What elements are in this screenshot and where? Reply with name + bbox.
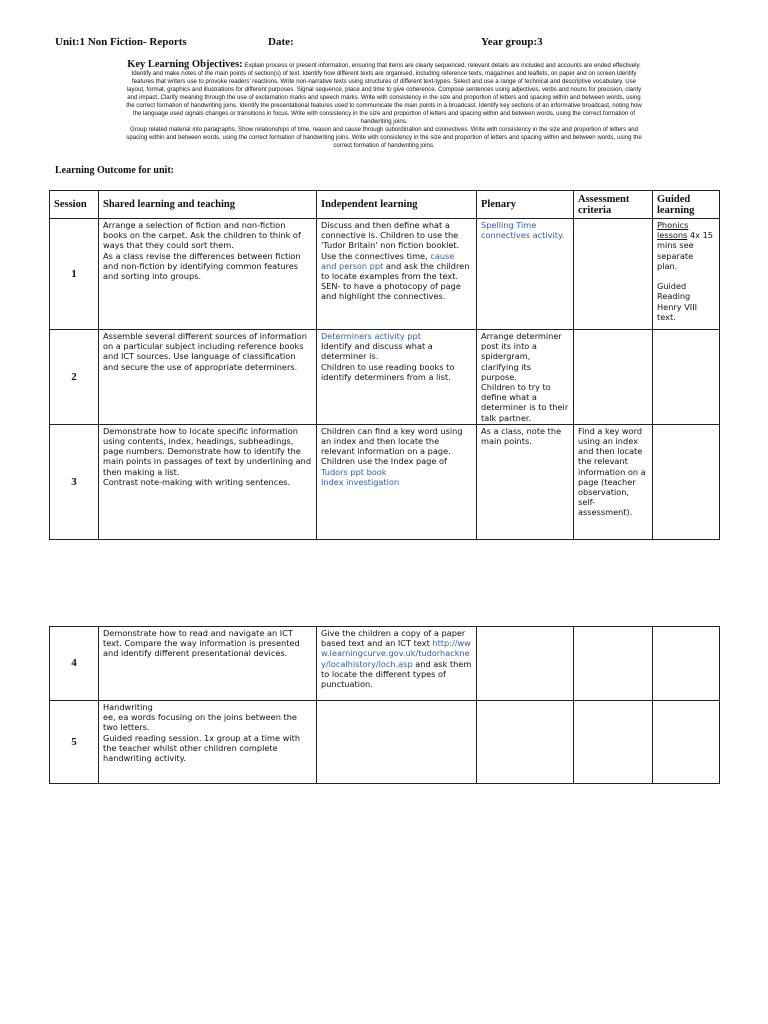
session-table-page-1 [49,190,720,540]
shared-cell: Demonstrate how to locate specific information using contents, index, headings, subheadings, page numbers. Demonstrate how to identify the main points in passages of text by underlining and then making a list. Contrast note-making with writing sentences. [99,424,317,539]
guided-cell [653,424,720,539]
session-table-page-2 [49,626,720,784]
assessment-cell [574,330,653,425]
guided-text: 4x 15 mins see separate plan. Guided Reading Henry VIII text. [657,230,713,322]
guided-cell [653,219,720,330]
shared-cell: Demonstrate how to read and navigate an ICT text. Compare the way information is presented and identify different presentational devices. [99,627,317,701]
session-number: 1 [50,219,99,330]
objectives-line: the language used signals changes or transitions in focus. Write with consistency in the size and proportion of letters and spacing within and between words, using the correct formation of [132,110,636,117]
session-number: 4 [50,627,99,701]
table-header-row [50,191,720,219]
session-number: 3 [50,424,99,539]
independent-cell [317,627,477,701]
objectives-line: layout, format, graphics and illustrations for different purposes. Signal sequence, place and time to give coherence. Compose sentences using adjectives, verbs and nouns for precision, clarity [126,86,642,93]
date-label: Date: [268,36,294,48]
session-number: 2 [50,330,99,425]
objectives-line: spacing within and between words, using the correct formation of handwriting joins. Write with consistency in the size and proportion of letters and spacing within and between words, using the [126,134,642,141]
independent-cell [317,219,477,330]
plenary-cell [477,627,574,701]
assessment-cell [574,627,653,701]
independent-text: Give the children a copy of a paper based text and an ICT text [321,628,466,649]
objectives-line: Group related material into paragraphs. Show relationships of time, reason and cause through subordination and connectives. Write with consistency in the size and proportion of letters and [130,126,638,133]
header-independent: Independent learning [317,191,477,219]
unit-title: Unit:1 Non Fiction- Reports [55,36,187,48]
objectives-line: features that writers use to provoke readers' reactions. Write non-narrative texts using structures of different text-types. Select and use a range of technical and descriptive vocabulary. Use [131,78,637,85]
session-number: 5 [50,701,99,784]
shared-cell: Handwriting ee, ea words focusing on the joins between the two letters. Guided reading session. 1x group at a time with the teacher whilst other children complete handwriting activity. [99,701,317,784]
independent-cell [317,701,477,784]
learning-outcome-label: Learning Outcome for unit: [55,165,174,176]
assessment-cell [574,219,653,330]
objectives-line: the correct formation of handwriting joins. Identify the presentational features used to communicate the main points in a broadcast. Identify key sections of an informative broadcast, noting how [126,102,642,109]
table-row [50,701,720,784]
objectives-line: correct formation of handwriting joins. [333,142,435,149]
cause-and-person-link[interactable]: cause and person ppt [321,250,455,271]
assessment-cell: Find a key word using an index and then locate the relevant information on a page (teacher observation, self-assessment). [574,424,653,539]
learningcurve-url-link[interactable]: http://www.learningcurve.gov.uk/tudorhackney/localhistory/loch.asp [321,638,471,669]
plenary-cell: Arrange determiner post its into a spidergram, clarifying its purpose. Children to try to define what a determiner is to their talk partner. [477,330,574,425]
plenary-cell [477,701,574,784]
objectives-line: Explain process or present information, ensuring that items are clearly sequenced, relevant details are included and accounts are ended effectively. [244,62,641,69]
year-group: Year group:3 [481,36,543,48]
objectives-line: Identify and make notes of the main points of section(s) of text. Identify how different texts are organised, including reference texts, magazines and leaflets, on paper and on screen.Identify [131,70,637,77]
independent-cell [317,424,477,539]
objectives-label: Key Learning Objectives: [127,59,243,70]
table-row [50,330,720,425]
objectives-line: handwriting joins. [360,118,408,125]
objectives-line: and impact. Clarify meaning through the use of exclamation marks and speech marks. Write with consistency in the size and proportion of letters and spacing within and between words, using [127,94,641,101]
assessment-cell [574,701,653,784]
independent-text: Identify and discuss what a determiner is. Children to use reading books to identify determiners from a list. [321,341,455,382]
tudors-ppt-book-link[interactable]: Tudors ppt book [321,466,387,477]
header-session: Session [50,191,99,219]
header-plenary: Plenary [477,191,574,219]
header-guided: Guided learning [653,191,720,219]
independent-text: and ask the children to locate examples from the text. SEN- to have a photocopy of page and highlight the connectives. [321,260,470,302]
guided-cell [653,330,720,425]
independent-cell [317,330,477,425]
header-assessment: Assessment criteria [574,191,653,219]
independent-text: Children can find a key word using an index and then locate the relevant information on a page. Children use the Index page of [321,425,463,467]
guided-cell [653,701,720,784]
independent-text: Discuss and then define what a connective is. Children to use the 'Tudor Britain' non fiction booklet. Use the connectives time, [321,220,460,261]
plenary-cell: As a class, note the main points. [477,424,574,539]
shared-cell: Arrange a selection of fiction and non-fiction books on the carpet. Ask the children to think of ways that they could sort them. As a class revise the differences between fiction and non-fiction by identifying common features and sorting into groups. [99,219,317,330]
guided-cell [653,627,720,701]
header-shared: Shared learning and teaching [99,191,317,219]
shared-cell: Assemble several different sources of information on a particular subject including reference books and ICT sources. Use language of classification and secure the use of appropriate determiners. [99,330,317,425]
determiners-activity-link[interactable]: Determiners activity ppt [321,331,421,341]
table-row [50,424,720,539]
key-learning-objectives [50,61,718,150]
phonics-lessons-link[interactable]: Phonics lessons [657,220,689,241]
document-header [55,36,735,52]
independent-text: and ask them to locate the different types of punctuation. [321,658,472,690]
index-investigation-link[interactable]: Index investigation [321,476,400,487]
table-row [50,219,720,330]
spelling-time-link[interactable]: Spelling Time connectives activity. [481,220,565,241]
plenary-cell [477,219,574,330]
table-row [50,627,720,701]
